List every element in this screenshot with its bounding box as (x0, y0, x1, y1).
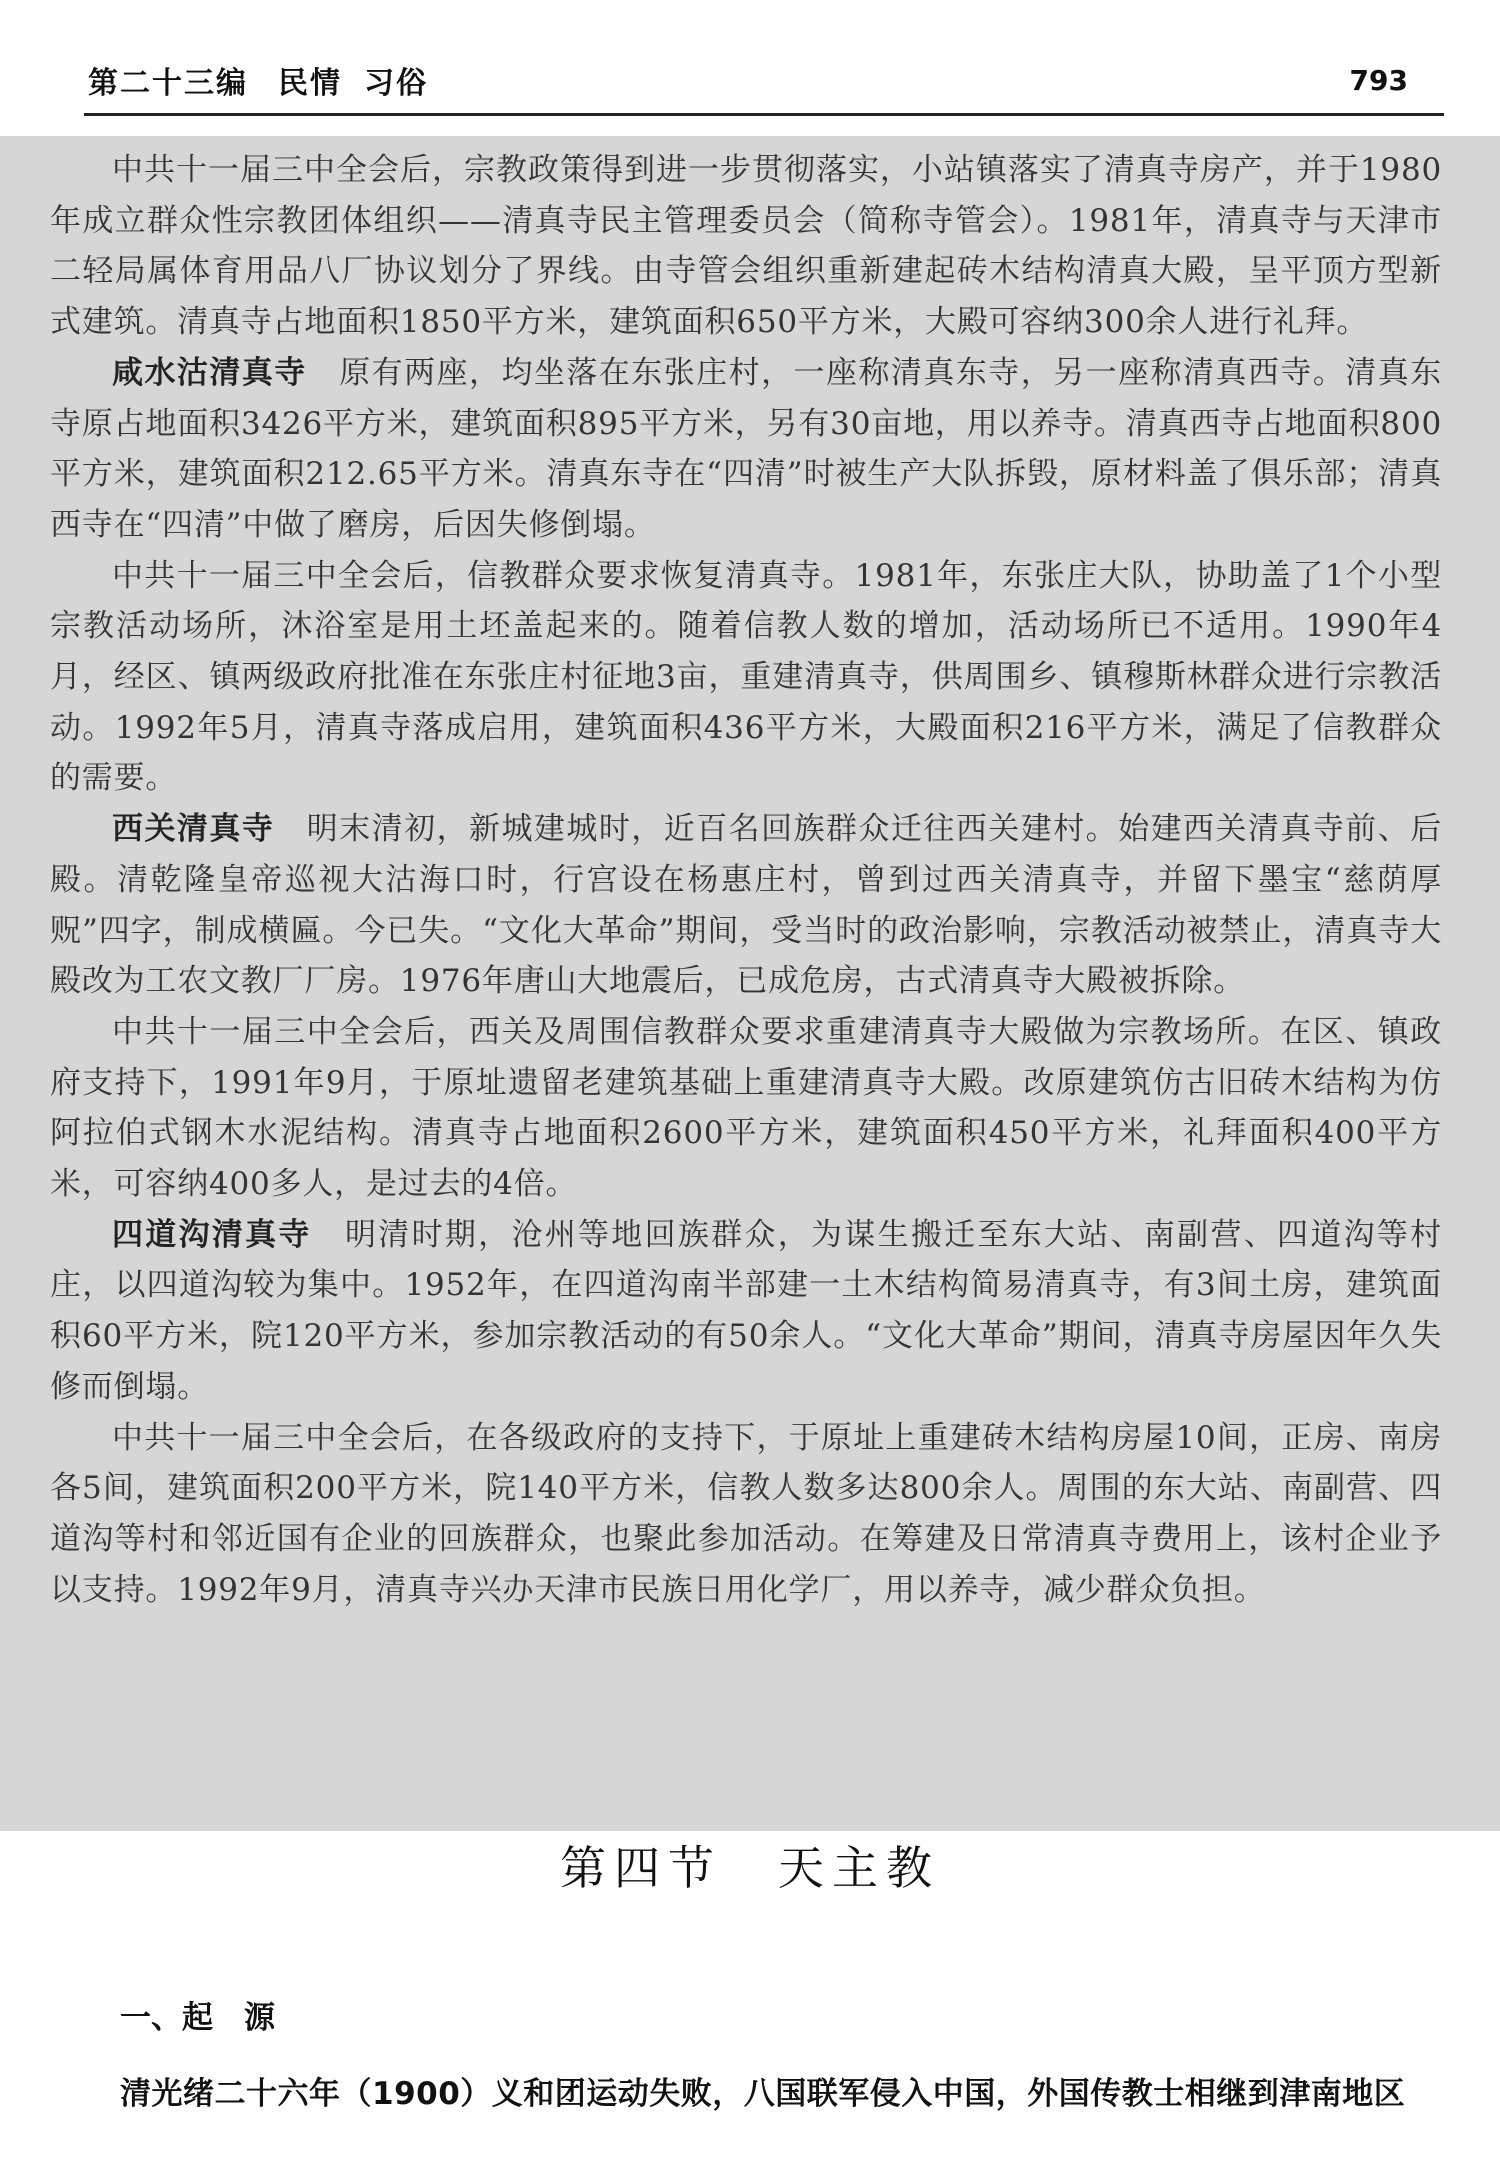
paragraph: 西关清真寺 明末清初，新城建城时，近百名回族群众迁往西关建村。始建西关清真寺前、后殿。清乾隆皇帝巡视大沽海口时，行宫设在杨惠庄村，曾到过西关清真寺，并留下墨宝“慈荫厚贶”四字，制成横匾。今已失。“文化大革命”期间，受当时的政治影响，宗教活动被禁止，清真寺大殿改为工农文教厂厂房。1976年唐山大地震后，已成危房，古式清真寺大殿被拆除。 (50, 811, 1443, 1000)
paragraph: 咸水沽清真寺 原有两座，均坐落在东张庄村，一座称清真东寺，另一座称清真西寺。清真东寺原占地面积3426平方米，建筑面积895平方米，另有30亩地，用以养寺。清真西寺占地面积800平方米，建筑面积212.65平方米。清真东寺在“四清”时被生产大队拆毁，原材料盖了俱乐部；清真西寺在“四清”中做了磨房，后因失修倒塌。 (50, 354, 1442, 543)
header-rule (84, 113, 1444, 116)
section-title: 第四节 天主教 (560, 1841, 940, 1895)
page-number: 793 (1349, 64, 1408, 97)
paragraph-heading: 咸水沽清真寺 (112, 354, 307, 391)
body-text (50, 145, 1442, 1615)
header-sub2: 习俗 (364, 66, 428, 101)
paragraph: 中共十一届三中全会后，宗教政策得到进一步贯彻落实，小站镇落实了清真寺房产，并于1980年成立群众性宗教团体组织——清真寺民主管理委员会（简称寺管会）。1981年，清真寺与天津市二轻局属体育用品八厂协议划分了界线。由寺管会组织重新建起砖木结构清真大殿，呈平顶方型新式建筑。清真寺占地面积1850平方米，建筑面积650平方米，大殿可容纳300余人进行礼拜。 (50, 152, 1442, 341)
header-part: 第二十三编 (88, 66, 248, 101)
header-sub1: 民情 (278, 66, 342, 101)
paragraph: 四道沟清真寺 明清时期，沧州等地回族群众，为谋生搬迁至东大站、南副营、四道沟等村庄，以四道沟较为集中。1952年，在四道沟南半部建一土木结构简易清真寺，有3间土房，建筑面积60平方米，院120平方米，参加宗教活动的有50余人。“文化大革命”期间，清真寺房屋因年久失修而倒塌。 (50, 1216, 1442, 1405)
running-header (88, 58, 428, 102)
final-paragraph-line: 清光绪二十六年（1900）义和团运动失败，八国联军侵入中国，外国传教士相继到津南地区 (120, 2076, 1406, 2112)
paragraph: 中共十一届三中全会后，信教群众要求恢复清真寺。1981年，东张庄大队，协助盖了1个小型宗教活动场所，沐浴室是用土坯盖起来的。随着信教人数的增加，活动场所已不适用。1990年4月，经区、镇两级政府批准在东张庄村征地3亩，重建清真寺，供周围乡、镇穆斯林群众进行宗教活动。1992年5月，清真寺落成启用，建筑面积436平方米，大殿面积216平方米，满足了信教群众的需要。 (50, 557, 1442, 797)
paragraph-heading: 西关清真寺 (112, 811, 275, 848)
paragraph-heading: 四道沟清真寺 (112, 1216, 312, 1253)
paragraph: 中共十一届三中全会后，在各级政府的支持下，于原址上重建砖木结构房屋10间，正房、南房各5间，建筑面积200平方米，院140平方米，信教人数多达800余人。周围的东大站、南副营、四道沟等村和邻近国有企业的回族群众，也聚此参加活动。在筹建及日常清真寺费用上，该村企业予以支持。1992年9月，清真寺兴办天津市民族日用化学厂，用以养寺，减少群众负担。 (50, 1419, 1442, 1608)
subheading: 一、起 源 (120, 2000, 275, 2036)
paragraph: 中共十一届三中全会后，西关及周围信教群众要求重建清真寺大殿做为宗教场所。在区、镇政府支持下，1991年9月，于原址遗留老建筑基础上重建清真寺大殿。改原建筑仿古旧砖木结构为仿阿拉伯式钢木水泥结构。清真寺占地面积2600平方米，建筑面积450平方米，礼拜面积400平方米，可容纳400多人，是过去的4倍。 (50, 1013, 1442, 1203)
